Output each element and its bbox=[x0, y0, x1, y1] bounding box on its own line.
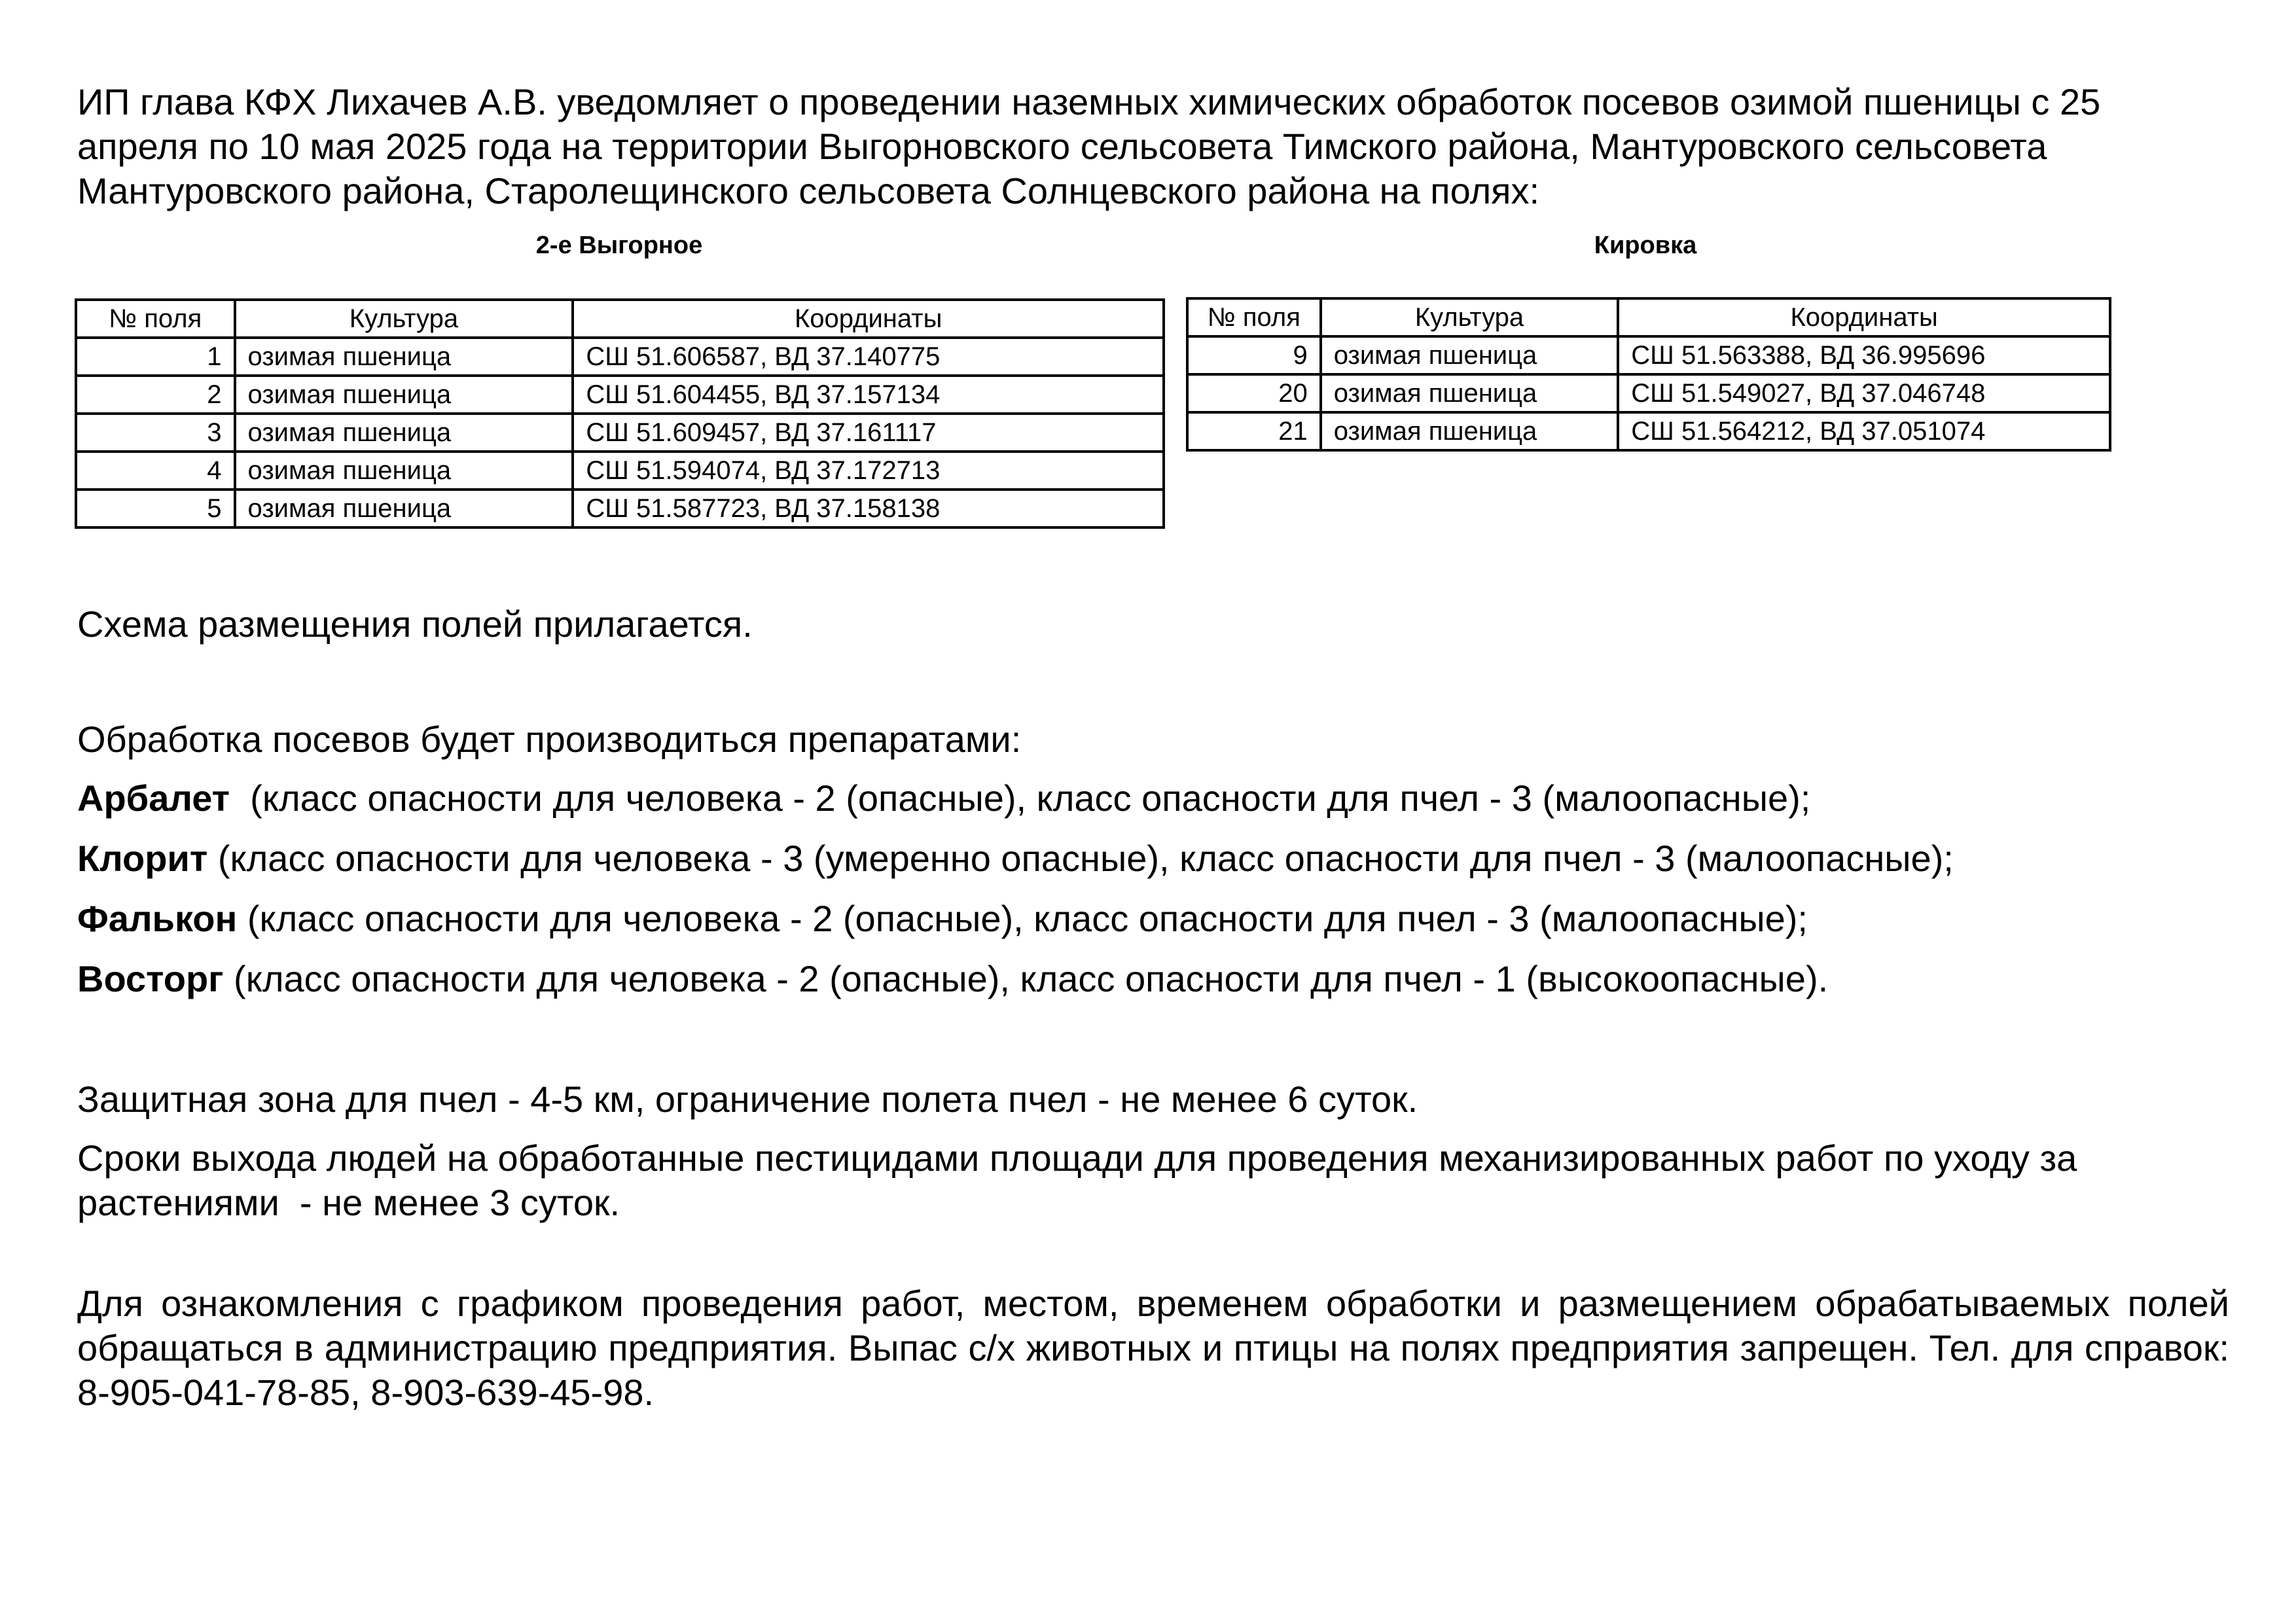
intro-paragraph: ИП глава КФХ Лихачев А.В. уведомляет о проведении наземных химических обработок посевов озимой пшеницы с 25 апреля по 10 мая 2025 года на территории Выгорновского сельсовета Тимского района, Мантуровского сельсовета Мантуровского района, Старолещинского сельсовета Солнцевского района на полях: bbox=[77, 81, 2101, 211]
table-row bbox=[1187, 374, 2110, 412]
header-crop: Культура bbox=[1321, 298, 1619, 336]
preparation-description: (класс опасности для человека - 2 (опасные), класс опасности для пчел - 1 (высокоопасные). bbox=[223, 958, 1829, 999]
preparation-line bbox=[77, 957, 2224, 1001]
crop: озимая пшеница bbox=[235, 338, 573, 376]
preparation-line bbox=[77, 836, 2224, 881]
table-header-row bbox=[76, 300, 1164, 338]
coordinates: СШ 51.594074, ВД 37.172713 bbox=[573, 452, 1164, 490]
crop: озимая пшеница bbox=[1321, 412, 1619, 450]
field-number: 2 bbox=[76, 376, 235, 414]
crop: озимая пшеница bbox=[235, 376, 573, 414]
header-field-number: № поля bbox=[1187, 298, 1321, 336]
header-crop: Культура bbox=[235, 300, 573, 338]
header-coordinates: Координаты bbox=[573, 300, 1164, 338]
table-row bbox=[76, 490, 1164, 527]
preparation-description: (класс опасности для человека - 2 (опасные), класс опасности для пчел - 3 (малоопасные); bbox=[237, 898, 1808, 939]
field-number: 4 bbox=[76, 452, 235, 490]
table-row bbox=[1187, 336, 2110, 374]
field-number: 5 bbox=[76, 490, 235, 527]
coordinates: СШ 51.564212, ВД 37.051074 bbox=[1618, 412, 2110, 450]
table-title-kirovka: Кировка bbox=[1594, 232, 1697, 259]
coordinates: СШ 51.549027, ВД 37.046748 bbox=[1618, 374, 2110, 412]
table-row bbox=[76, 452, 1164, 490]
field-number: 21 bbox=[1187, 412, 1321, 450]
crop: озимая пшеница bbox=[1321, 374, 1619, 412]
field-number: 3 bbox=[76, 414, 235, 452]
table-title-vygornoe: 2-е Выгорное bbox=[535, 232, 703, 259]
fields-table-kirovka bbox=[1186, 297, 2111, 452]
coordinates: СШ 51.563388, ВД 36.995696 bbox=[1618, 336, 2110, 374]
preparation-name: Фалькон bbox=[77, 898, 238, 939]
bee-protection-zone: Защитная зона для пчел - 4-5 км, ограничение полета пчел - не менее 6 суток. bbox=[77, 1079, 1418, 1120]
field-number: 20 bbox=[1187, 374, 1321, 412]
table-row bbox=[76, 338, 1164, 376]
table-header-row bbox=[1187, 298, 2110, 336]
crop: озимая пшеница bbox=[235, 490, 573, 527]
table-row bbox=[76, 376, 1164, 414]
coordinates: СШ 51.587723, ВД 37.158138 bbox=[573, 490, 1164, 527]
preparation-line bbox=[77, 776, 2224, 821]
table-row bbox=[76, 414, 1164, 452]
preparation-name: Арбалет bbox=[77, 777, 230, 819]
preparation-name: Клорит bbox=[77, 838, 208, 879]
table-row bbox=[1187, 412, 2110, 450]
preparation-description: (класс опасности для человека - 2 (опасные), класс опасности для пчел - 3 (малоопасные); bbox=[230, 777, 1811, 819]
header-coordinates: Координаты bbox=[1618, 298, 2110, 336]
crop: озимая пшеница bbox=[235, 452, 573, 490]
field-number: 1 bbox=[76, 338, 235, 376]
header-field-number: № поля bbox=[76, 300, 235, 338]
fields-table-vygornoe bbox=[75, 298, 1165, 529]
contact-paragraph: Для ознакомления с графиком проведения работ, местом, временем обработки и размещением обрабатываемых полей обращаться в администрацию предприятия. Выпас с/х животных и птицы на полях предприятия запрещен. Тел. для справок: 8-905-041-78-85, 8-903-639-45-98. bbox=[77, 1283, 2229, 1413]
coordinates: СШ 51.604455, ВД 37.157134 bbox=[573, 376, 1164, 414]
preparation-name: Восторг bbox=[77, 958, 224, 999]
scheme-note: Схема размещения полей прилагается. bbox=[77, 603, 753, 645]
coordinates: СШ 51.609457, ВД 37.161117 bbox=[573, 414, 1164, 452]
crop: озимая пшеница bbox=[1321, 336, 1619, 374]
people-access-terms: Сроки выхода людей на обработанные пестицидами площади для проведения механизированных работ по уходу за растениями - не менее 3 суток. bbox=[77, 1137, 2087, 1223]
crop: озимая пшеница bbox=[235, 414, 573, 452]
coordinates: СШ 51.606587, ВД 37.140775 bbox=[573, 338, 1164, 376]
treatment-intro: Обработка посевов будет производиться препаратами: bbox=[77, 719, 1022, 760]
preparation-line bbox=[77, 897, 2224, 941]
field-number: 9 bbox=[1187, 336, 1321, 374]
preparation-description: (класс опасности для человека - 3 (умеренно опасные), класс опасности для пчел - 3 (малоопасные); bbox=[207, 838, 1954, 879]
